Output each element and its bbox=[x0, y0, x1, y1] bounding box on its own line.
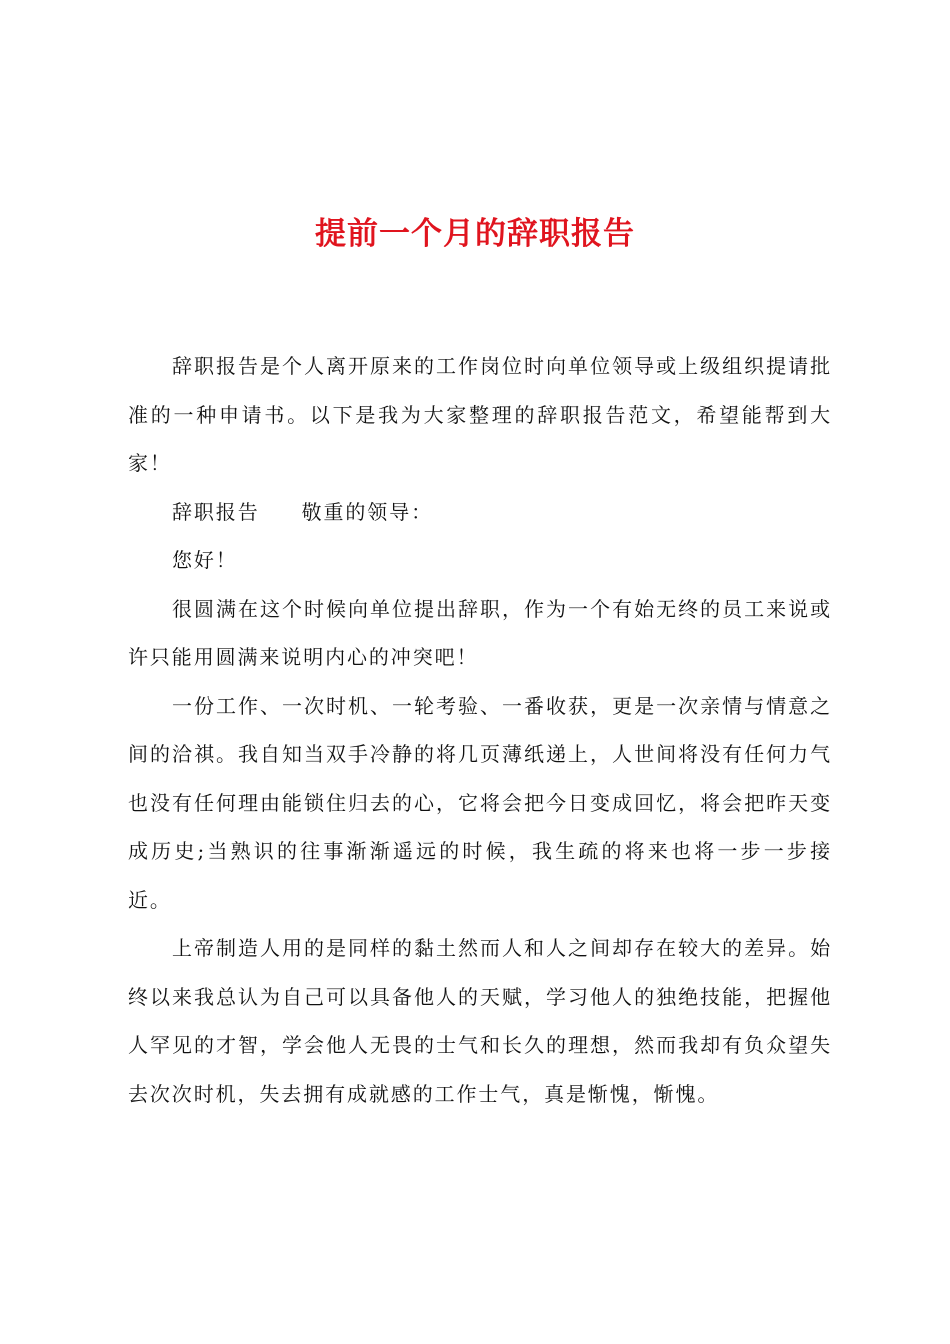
report-label: 辞职报告 bbox=[172, 499, 260, 524]
document-body bbox=[128, 342, 832, 1118]
paragraph-body-1: 很圆满在这个时候向单位提出辞职，作为一个有始无终的员工来说或许只能用圆满来说明内心的冲突吧！ bbox=[128, 596, 832, 669]
paragraph-body-3: 上帝制造人用的是同样的黏土然而人和人之间却存在较大的差异。始终以来我总认为自己可以具备他人的天赋，学习他人的独绝技能，把握他人罕见的才智，学会他人无畏的士气和长久的理想，然而我却有负众望失去次次时机，失去拥有成就感的工作士气，真是惭愧，惭愧。 bbox=[128, 936, 832, 1106]
addressee: 敬重的领导： bbox=[301, 499, 434, 524]
paragraph-body-2: 一份工作、一次时机、一轮考验、一番收获，更是一次亲情与情意之间的洽祺。我自知当双手冷静的将几页薄纸递上，人世间将没有任何力气也没有任何理由能锁住归去的心，它将会把今日变成回忆，将会把昨天变成历史;当熟识的往事渐渐遥远的时候，我生疏的将来也将一步一步接近。 bbox=[128, 693, 832, 912]
paragraph-greeting: 您好！ bbox=[172, 548, 238, 572]
document-title: 提前一个月的辞职报告 bbox=[315, 216, 635, 252]
paragraph-salutation-line bbox=[128, 488, 832, 537]
paragraph-intro: 辞职报告是个人离开原来的工作岗位时向单位领导或上级组织提请批准的一种申请书。以下是我为大家整理的辞职报告范文，希望能帮到大家！ bbox=[128, 354, 832, 475]
